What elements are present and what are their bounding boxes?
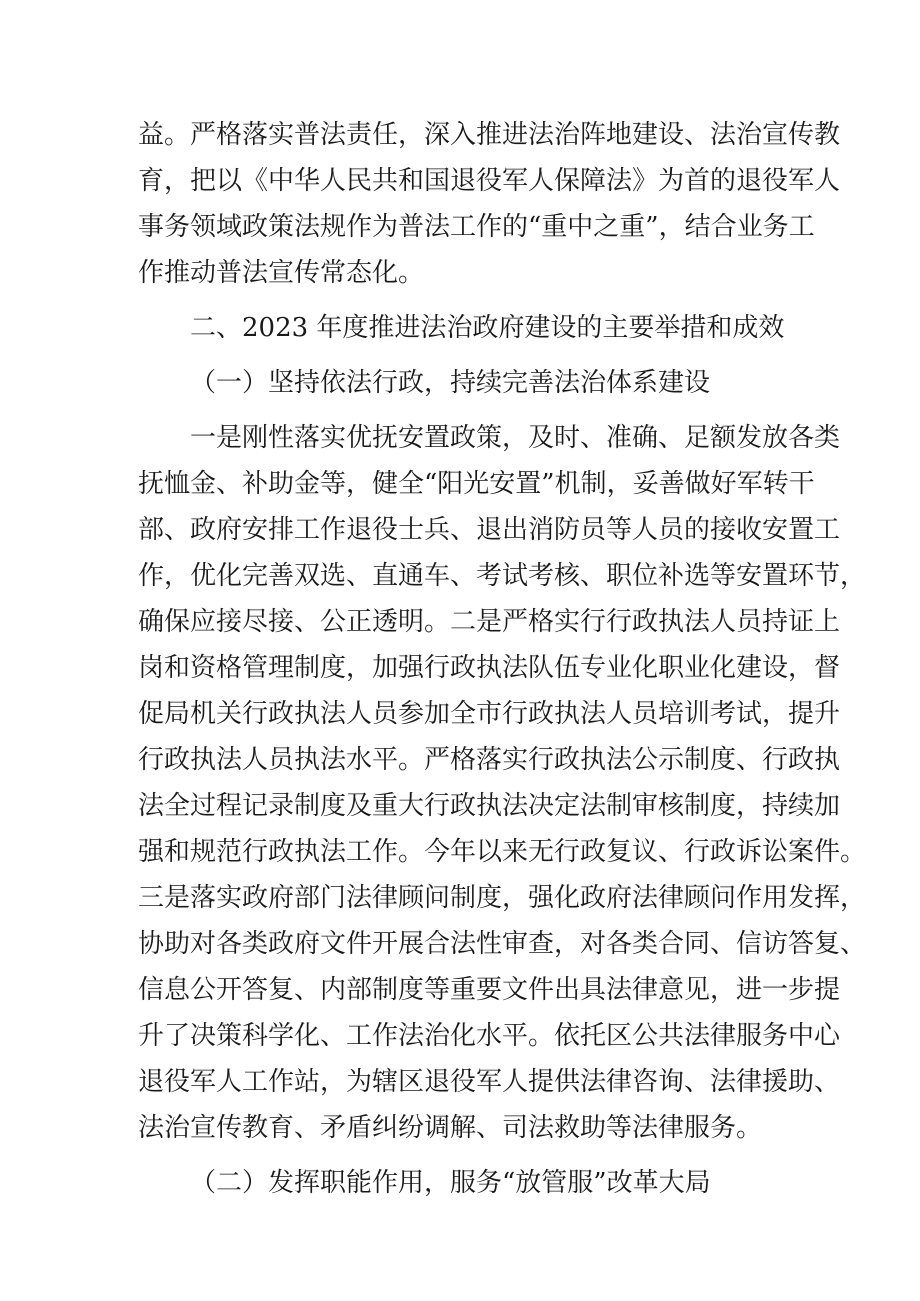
section-heading: 二、2023 年度推进法治政府建设的主要举措和成效 <box>190 313 785 343</box>
paragraph-line: 益。严格落实普法责任，深入推进法治阵地建设、法治宣传教 <box>138 120 841 150</box>
paragraph-line: 一是刚性落实优抚安置政策，及时、准确、足额发放各类 <box>190 423 841 453</box>
paragraph-line: 升了决策科学化、工作法治化水平。依托区公共法律服务中心 <box>138 1021 841 1051</box>
paragraph-line: 作，优化完善双选、直通车、考试考核、职位补选等安置环节， <box>138 561 867 591</box>
paragraph-line: 岗和资格管理制度，加强行政执法队伍专业化职业化建设，督 <box>138 653 841 683</box>
paragraph-line: 促局机关行政执法人员参加全市行政执法人员培训考试，提升 <box>138 699 841 729</box>
paragraph-line: 行政执法人员执法水平。严格落实行政执法公示制度、行政执 <box>138 745 841 775</box>
subsection-heading: （二）发挥职能作用，服务“放管服”改革大局 <box>190 1168 711 1198</box>
paragraph-line: 信息公开答复、内部制度等重要文件出具法律意见，进一步提 <box>138 975 841 1005</box>
paragraph-line: 确保应接尽接、公正透明。二是严格实行行政执法人员持证上 <box>138 607 841 637</box>
paragraph-line: 协助对各类政府文件开展合法性审查，对各类合同、信访答复、 <box>138 929 867 959</box>
paragraph-line: 退役军人工作站，为辖区退役军人提供法律咨询、法律援助、 <box>138 1067 841 1097</box>
subsection-heading: （一）坚持依法行政，持续完善法治体系建设 <box>190 368 711 398</box>
paragraph-line: 抚恤金、补助金等，健全“阳光安置”机制，妥善做好军转干 <box>138 469 815 499</box>
paragraph-line: 三是落实政府部门法律顾问制度，强化政府法律顾问作用发挥， <box>138 883 867 913</box>
paragraph-line: 法全过程记录制度及重大行政执法决定法制审核制度，持续加 <box>138 791 841 821</box>
paragraph-line: 法治宣传教育、矛盾纠纷调解、司法救助等法律服务。 <box>138 1113 763 1143</box>
paragraph-line: 部、政府安排工作退役士兵、退出消防员等人员的接收安置工 <box>138 515 841 545</box>
paragraph-line: 事务领域政策法规作为普法工作的“重中之重”，结合业务工 <box>138 212 815 242</box>
paragraph-line: 育，把以《中华人民共和国退役军人保障法》为首的退役军人 <box>138 166 841 196</box>
paragraph-line: 强和规范行政执法工作。今年以来无行政复议、行政诉讼案件。 <box>138 837 867 867</box>
paragraph-line: 作推动普法宣传常态化。 <box>138 258 425 288</box>
